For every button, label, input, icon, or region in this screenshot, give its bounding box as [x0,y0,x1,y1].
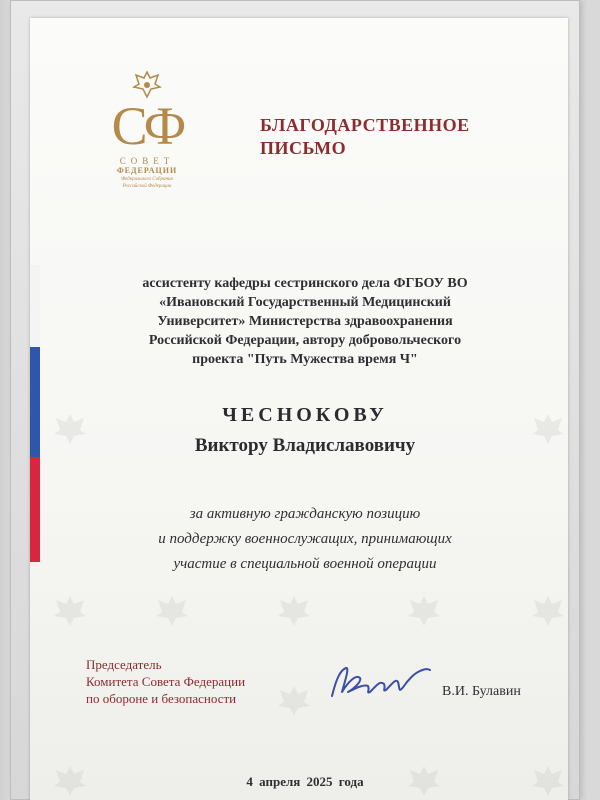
recipient-line: «Ивановский Государственный Медицинский [159,295,451,310]
flag-stripe-white [30,265,40,347]
logo-line-1: СОВЕТ [119,156,175,166]
position-line: по обороне и безопасности [86,691,237,706]
handwritten-signature [326,662,436,704]
position-line: Председатель [86,657,162,672]
eagle-watermark-icon [50,590,90,630]
flag-stripe-red [30,457,40,562]
logo-letters: СФ [111,96,183,156]
signatory-position [86,656,306,707]
position-line: Комитета Совета Федерации [86,674,246,689]
logo-line-3: Федерального Собрания [121,177,173,182]
eagle-watermark-icon [152,590,192,630]
document-date: 4 апреля 2025 года [246,774,364,789]
logo-line-4: Российской Федерации [122,184,172,189]
title-line-2: ПИСЬМО [260,138,347,158]
award-reason [70,502,540,577]
recipient-line: Университет» Министерства здравоохранения [157,314,453,329]
recipient-line: проекта "Путь Мужества время Ч" [192,352,418,367]
reason-line: участие в специальной военной операции [173,556,437,572]
reason-line: за активную гражданскую позицию [189,506,421,522]
eagle-watermark-icon [528,590,568,630]
eagle-watermark-icon [404,590,444,630]
recipient-given-names: Виктору Владиславовичу [194,435,416,456]
recipient-surname: ЧЕСНОКОВУ [222,404,388,426]
logo-line-2: ФЕДЕРАЦИИ [116,166,178,175]
recipient-line: Российской Федерации, автору добровольческого [148,333,462,348]
signatory-name: В.И. Булавин [442,684,521,699]
title-line-1: БЛАГОДАРСТВЕННОЕ [260,115,470,135]
certificate-paper [30,18,568,800]
recipient-line: ассистенту кафедры сестринского дела ФГБОУ ВО [142,276,468,291]
flag-stripe-blue [30,347,40,457]
federation-council-logo [92,98,202,190]
document-title [260,114,530,160]
eagle-watermark-icon [274,590,314,630]
recipient-description [70,274,540,369]
reason-line: и поддержку военнослужащих, принимающих [158,531,452,547]
